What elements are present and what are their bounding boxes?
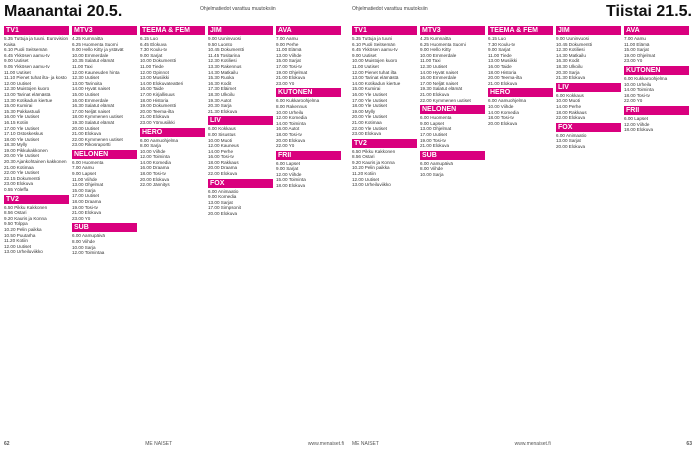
program-listing: 8.00 Sisustus [208,131,236,137]
program-listing: 6.00 Kukkaroohjelma [624,75,668,81]
program-listing: 17.10 Ostoskeskus [4,131,44,137]
program-listing: 6.10 Puoli Seitsemän [352,41,396,47]
program-listing: 23.00 Yö [624,58,643,64]
program-listing: 12.30 Uutiset [72,75,100,81]
program-listing: 12.00 Uutiset [352,176,380,182]
channel-header: FOX [556,123,621,132]
program-listing: 22.00 Kymmenen uutiset [72,136,123,142]
program-listing: 6.00 Animaatio [556,132,587,138]
program-listing: 11.10 Pienet tuhat ilta- ja kosto [4,75,67,81]
program-listing: 18.00 Yle Uutiset [352,103,387,109]
program-listing: 6.00 Kukkaroohjelma [276,98,320,104]
program-listing: 7.00 Aamu [624,36,646,41]
channel-header: SUB [72,223,137,232]
program-listing: 6.00 Lapset [624,115,649,121]
program-listing: 13.00 Ohjelmat [420,126,452,132]
schedule-column [352,24,420,434]
program-listing: 14.00 Komedia [488,109,519,115]
program-listing: 11.00 Elämä [276,47,302,53]
program-listing: 9.00 Hello Kitty ja ystävät [72,47,124,53]
program-listing: 22.00 Yö [276,143,295,149]
program-listing: 12.00 Viihde [276,171,302,177]
program-listing: 9.20 Kauris ja Konna [352,159,395,165]
program-listing: 6.10 Puoli Seitsemän [4,47,48,53]
program-listing: 14.00 Elokuvateatteri [140,80,184,86]
program-listing: 9.00 Uuninvuosi [208,36,241,41]
program-listing: 5.35 Tuttuja ja tuuni. Eurovision Kaisa [4,36,69,47]
program-listing: 12.00 Kauneus [208,143,239,149]
program-listing: 22.00 Yö [624,98,643,104]
program-listing: 15.00 Sarja [72,187,96,193]
program-listing: 19.30 Autot [208,97,232,103]
program-listing: 6.00 Kokkaus [556,92,584,98]
program-listing: 11.20 Kotiin [4,238,28,244]
channel-header: JIM [556,26,621,35]
channel-header: TEEMA & FEM [488,26,553,35]
program-listing: 10.00 Urheilu [624,81,652,87]
program-listing: 17.00 Tosi-tv [276,63,302,69]
program-listing: 20.00 Yle Uutiset [4,153,39,159]
program-listing: 10.00 Sarja [72,244,96,250]
program-listing: 16.30 Salatut elämät [72,103,115,109]
program-listing: 13.00 Musiikki [140,75,170,81]
program-listing: 7.30 Koulu-tv [140,47,168,53]
program-listing: 8.56 Ostari [4,210,27,216]
program-listing: 18.30 Mylly [4,142,28,148]
program-listing: 4.25 Kumnaitta [72,36,103,41]
program-listing: 20.00 Elokuva [208,211,238,217]
program-listing: 20.00 Elokuva [276,137,306,143]
program-listing: 6.25 Huomenta Suomi [420,41,466,47]
program-listing: 23.00 Yö [276,80,295,86]
program-listing: 22.00 Yle Uutiset [352,125,387,131]
program-listing: 13.30 Kotikadun kiertue [4,97,53,103]
program-listing: 0.55 Yöleffa [4,187,29,193]
program-listing: 21.00 Kotimaa [4,164,34,170]
program-listing: 15.00 Uutiset [72,91,100,97]
program-listing: 10.00 Viihde [488,103,514,109]
program-listing: 6.00 Huomenta [72,159,104,165]
channel-header: FRII [276,151,341,160]
schedule-column [556,24,624,434]
program-listing: 15.00 Kumirai [4,103,33,109]
schedule-column [276,24,344,434]
program-listing: 10.00 Muoti [556,98,581,104]
program-listing: 12.30 Muistojen kuoro [4,86,50,92]
program-listing: 20.00 Yle Uutiset [352,114,387,120]
program-listing: 14.00 Perhe [556,103,582,109]
program-listing: 14.00 Hyvät naiset [72,86,111,92]
program-listing: 23.00 Rikosraportti [72,142,111,148]
program-listing: 12.00 Komedia [276,115,307,121]
program-listing: 8.00 Viihde [72,239,95,244]
program-listing: 22.00 Jännitys [140,182,170,188]
program-listing: 14.30 Matkailu [556,52,586,58]
program-listing: 19.00 Ohjelmat [624,52,656,58]
program-listing: 14.00 Perhe [208,148,234,154]
program-listing: 7.30 Koulu-tv [488,41,516,47]
channel-header: HERO [140,128,205,137]
schedule-column [624,24,692,434]
magazine-name: ME NAISET [145,441,173,447]
program-listing: 12.00 Toiminta [140,154,170,160]
program-listing: 11.00 Tiede [488,52,512,58]
program-listing: 9.00 Perhe [276,41,299,47]
program-listing: 20.00 Teema-ilta [140,108,174,114]
right-page [348,0,696,450]
program-listing: 17.00 Neljät naiset [420,80,459,86]
program-listing: 7.00 Aamu [72,165,94,171]
program-listing: 21.00 Elokuva [140,114,170,120]
program-listing: 6.45 Elokuva [140,41,167,47]
program-listing: 10.50 Puutarha [4,232,36,238]
channel-header: HERO [488,88,553,97]
channel-header: KUTONEN [276,88,341,97]
program-listing: 21.00 Elokuva [72,131,102,137]
program-listing: 11.20 Kotiin [352,171,376,177]
program-listing: 18.00 Rakkaus [208,159,239,165]
schedule-columns [352,24,692,434]
page-footer [352,441,692,447]
program-listing: 13.00 Musiikki [488,58,518,64]
program-listing: 12.00 Uutiset [4,243,32,249]
program-listing: 18.30 Ulkoilu [208,91,235,97]
program-listing: 8.00 Sarja [140,143,161,149]
program-listing: 9.00 Lapset [420,120,445,126]
program-listing: 10.00 Emmerdale [420,52,457,58]
program-listing: 10.00 Viihde [140,148,166,154]
channel-header: MTV3 [72,26,137,35]
program-listing: 20.00 Draama [208,165,238,171]
program-listing: 6.00 Aamuohjelma [140,137,179,143]
page-number: 62 [4,441,10,447]
program-listing: 5.35 Tuttuja ja tuuni [352,36,393,41]
program-listing: 18.00 Tosi-tv [276,131,302,137]
channel-header: MTV3 [420,26,485,35]
program-listing: 15.30 Ruoka [208,75,235,81]
program-listing: 20.30 Sarja [208,103,232,109]
program-listing: 10.45 Dokumentti [556,41,593,47]
program-listing: 15.00 Toiminta [276,177,306,183]
program-listing: 6.50 Pikku Kakkonen [352,148,396,154]
channel-header: TV2 [352,139,417,148]
program-listing: 12.00 Opinnot [140,69,169,75]
program-listing: 10.20 Pelin paikka [4,227,42,232]
program-listing: 18.00 Historia [140,97,169,103]
program-listing: 20.00 Uutiset [72,125,100,131]
program-listing: 18.00 Elokuva [276,183,306,189]
program-listing: 22.00 Elokuva [208,171,238,177]
channel-header: KUTONEN [624,66,689,75]
program-listing: 20.00 Elokuva [488,120,518,126]
program-listing: 7.00 Aamu [276,36,298,41]
program-listing: 22.00 Elokuva [556,115,586,121]
program-listing: 19.30 Salatut elämät [72,119,115,125]
program-listing: 23.00 Yö [72,215,91,221]
program-listing: 16.00 Taide [140,86,164,92]
magazine-name: ME NAISET [352,441,379,447]
program-listing: 13.00 Urheiluviikko [4,249,43,255]
program-listing: 8.56 Ostari [352,154,375,160]
program-listing: 11.00 Elämä [624,41,650,47]
channel-header: FRII [624,106,689,115]
program-listing: 14.30 Matkailu [208,69,238,75]
program-listing: 12.30 Kotiliesi [208,58,237,64]
channel-header: FOX [208,179,273,188]
program-listing: 10.00 Sarja [420,171,444,177]
program-listing: 11.00 Uutiset [4,69,31,75]
program-listing: 16.00 Tosi-tv [208,154,234,160]
program-listing: 17.00 Uutiset [420,131,448,137]
program-listing: 8.00 Viihde [420,166,443,172]
program-listing: 22.00 Yle Uutiset [4,170,39,176]
program-listing: 6.00 Animaatio [208,188,239,194]
program-listing: 4.25 Kumnaitta [420,36,451,41]
top-note: Ohjelmatiedot varattuu muutoksiin [352,6,428,12]
program-listing: 10.00 Muoti [208,137,233,143]
channel-header: TV1 [352,26,417,35]
program-listing: 9.00 Sarjat [276,166,299,172]
program-listing: 6.15 Luo [140,36,158,41]
program-listing: 14.00 Hyvät naiset [420,69,459,75]
program-listing: 21.00 Elokuva [72,210,102,216]
program-listing: 20.00 Teema-ilta [488,75,522,81]
program-listing: 8.00 Rakennus [276,103,307,109]
page-title: Maanantai 20.5. [4,3,123,20]
program-listing: 16.00 Draama [140,165,170,171]
program-listing: 6.00 Aamupäivä [420,160,453,166]
program-listing: 10.35 Salatut elämät [72,58,115,64]
program-listing: 18.00 Tosi-tv [488,115,514,121]
program-listing: 16.00 Yle Uutiset [4,114,39,120]
program-listing: 10.20 Pelin paikka [352,165,390,171]
program-listing: 11.00 Uutiset [352,63,379,69]
program-listing: 18.00 Kymmenen uutiset [72,114,123,120]
schedule-column [208,24,276,434]
channel-header: NELONEN [420,105,485,114]
program-listing: 17.00 Kirjallisuus [140,91,175,97]
program-listing: 13.30 Rakennus [208,63,242,69]
schedule-column [140,24,208,434]
program-listing: 12.00 Pienet tuhat ilta [352,69,397,75]
program-listing: 21.00 Elokuva [420,91,450,97]
program-listing: 11.00 Taxi [420,58,441,64]
program-listing: 12.30 Uutiset [420,63,448,69]
program-listing: 9.00 Lapset [72,171,97,177]
program-listing: 18.00 Elokuva [624,127,654,133]
channel-header: LIV [208,116,273,125]
program-listing: 21.30 Elokuva [208,108,238,114]
program-listing: 13.00 Urheiluviikko [352,182,391,188]
program-listing: 14.00 Komedia [140,159,171,165]
channel-header: SUB [420,151,485,160]
program-listing: 19.00 Dokumentti [140,103,177,109]
channel-header: TV1 [4,26,69,35]
program-listing: 21.00 Kotimaa [352,119,382,125]
channel-header: LIV [556,83,621,92]
program-listing: 12.30 Kotiliesi [556,47,585,53]
program-listing: 15.00 Sarjat [624,47,649,53]
program-listing: 19.00 Tosi-tv [72,204,98,210]
program-listing: 18.00 Historia [488,69,517,75]
program-listing: 18.00 Tosi-tv [624,92,650,98]
program-listing: 19.00 Ohjelmat [276,69,308,75]
program-listing: 19.00 Mylly [352,108,376,114]
program-listing: 9.00 Sarjat [488,47,511,53]
schedule-column [420,24,488,434]
program-listing: 6.00 Aamupäivä [72,233,105,239]
program-listing: 16.15 Kotiin [4,119,29,125]
program-listing: 6.00 Lapset [276,160,301,166]
program-listing: 21.00 Elokuva [420,143,450,149]
program-listing: 18.00 Draama [72,199,102,205]
program-listing: 10.00 Emmerdale [72,52,109,58]
program-listing: 13.00 Tarinoita [72,80,103,86]
website-link[interactable]: www.menaiset.fi [514,441,551,447]
program-listing: 6.00 Kokkaus [208,126,236,132]
program-listing: 13.00 Tarinat elämästä [352,75,399,81]
program-listing: 6.00 Huomenta [420,115,452,121]
schedule-columns [4,24,344,434]
program-listing: 13.00 Tarinat elämästä [4,91,51,97]
program-listing: 17.00 Yle Uutiset [352,97,387,103]
program-listing: 12.00 Uutiset [4,80,32,86]
program-listing: 6.45 Ykkösen aamu-tv [352,47,398,53]
program-listing: 22.00 Kymmenen uutiset [420,97,471,103]
program-listing: 19.00 Tosi-tv [420,137,446,143]
program-listing: 6.50 Pikku Kakkonen [4,204,48,210]
channel-header: AVA [276,26,341,35]
program-listing: 9.05 Ykkösen aamu-tv [4,63,50,69]
program-listing: 12.00 Toimintaa [72,250,105,256]
program-listing: 13.00 Sarjat [208,199,233,205]
program-listing: 16.00 Emmerdale [72,97,109,103]
program-listing: 11.00 Viihde [72,176,98,182]
program-listing: 20.00 Elokuva [140,176,170,182]
page-footer [4,441,344,447]
channel-header: JIM [208,26,273,35]
program-listing: 19.00 Pikkukakkonen [4,147,48,153]
program-listing: 22.15 Dokumentti [4,175,41,181]
program-listing: 23.00 Elokuva [4,181,34,187]
schedule-column [488,24,556,434]
program-listing: 18.00 Yle Uutiset [4,136,39,142]
program-listing: 15.00 Kumirai [352,86,381,92]
program-listing: 23.00 Yömusiikki [140,119,175,125]
program-listing: 11.00 Tiede [140,63,164,69]
program-listing: 9.00 Uuninvuosi [556,36,589,41]
program-listing: 20.30 Ajankohtainen kakkonen [4,159,67,165]
program-listing: 18.00 Rakkaus [556,109,587,115]
program-listing: 15.30 Pakkastuuli [4,108,41,114]
program-listing: 21.00 Elokuva [276,75,306,81]
program-listing: 18.30 Ulkoilu [556,63,583,69]
page-title: Tiistai 21.5. [606,3,692,20]
program-listing: 15.00 Sarjat [276,58,301,64]
program-listing: 13.00 Ohjelmat [72,182,104,188]
program-listing: 16.00 Emmerdale [420,75,457,81]
program-listing: 10.00 Urheilu [276,109,304,115]
program-listing: 17.00 Yle Uutiset [4,125,39,131]
program-listing: 9.00 Uutiset [352,52,377,58]
program-listing: 10.45 Dokumentti [208,47,245,53]
website-link[interactable]: www.menaiset.fi [307,441,344,447]
program-listing: 9.20 Kauris ja Konna [4,215,47,221]
program-listing: 6.25 Huomenta Suomi [72,41,118,47]
channel-header: TV2 [4,195,69,204]
program-listing: 16.00 Autot [276,126,300,132]
program-listing: 17.30 Eläimet [208,86,237,92]
program-listing: 13.00 Viihde [276,52,302,58]
program-listing: 9.00 Hello Kitty [420,47,451,53]
program-listing: 14.00 Toiminta [624,87,654,93]
program-listing: 23.00 Elokuva [352,131,382,137]
program-listing: 16.30 Kodit [208,80,232,86]
program-listing: 12.00 Viihde [624,121,650,127]
program-listing: 9.50 Tolppa [4,221,28,227]
page-number: 63 [686,441,692,447]
program-listing: 14.00 Kotikadun kiertue [352,80,401,86]
program-listing: 9.00 Uutiset [4,58,29,64]
program-listing: 17.00 Neljät naiset [72,108,111,114]
program-listing: 21.30 Elokuva [556,75,586,81]
program-listing: 18.00 Tosi-tv [140,171,166,177]
program-listing: 21.00 Elokuva [488,80,518,86]
program-listing: 16.30 Kodit [556,58,580,64]
program-listing: 20.30 Sarja [556,69,580,75]
program-listing: 6.00 Aamuohjelma [488,98,527,104]
program-listing: 11.00 Taxi [72,63,93,69]
channel-header: NELONEN [72,150,137,159]
program-listing: 17.00 Uutiset [72,193,100,199]
program-listing: 14.00 Toiminta [276,120,306,126]
program-listing: 11.45 Tositarina [208,52,241,58]
schedule-column [4,24,72,434]
program-listing: 16.00 Yle Uutiset [352,91,387,97]
program-listing: 9.00 Komedia [208,194,237,200]
program-listing: 13.00 Sarjat [556,138,581,144]
program-listing: 20.00 Elokuva [556,143,586,149]
program-listing: 17.00 Simpsonit [208,205,241,211]
program-listing: 10.00 Dokumentti [140,58,177,64]
program-listing: 10.00 Muistojen kuoro [352,58,398,64]
channel-header: TEEMA & FEM [140,26,205,35]
program-listing: 19.30 Salatut elämät [420,86,463,92]
channel-header: AVA [624,26,689,35]
program-listing: 9.50 Luonto [208,41,233,47]
schedule-column [72,24,140,434]
program-listing: 6.15 Luo [488,36,506,41]
program-listing: 6.45 Ykkösen aamu-tv [4,52,50,58]
program-listing: 9.00 Sarjat [140,52,163,58]
top-note: Ohjelmatiedot varattuu muutoksiin [200,6,276,12]
program-listing: 12.00 Kauneuden hinta [72,69,120,75]
program-listing: 16.00 Taide [488,63,512,69]
